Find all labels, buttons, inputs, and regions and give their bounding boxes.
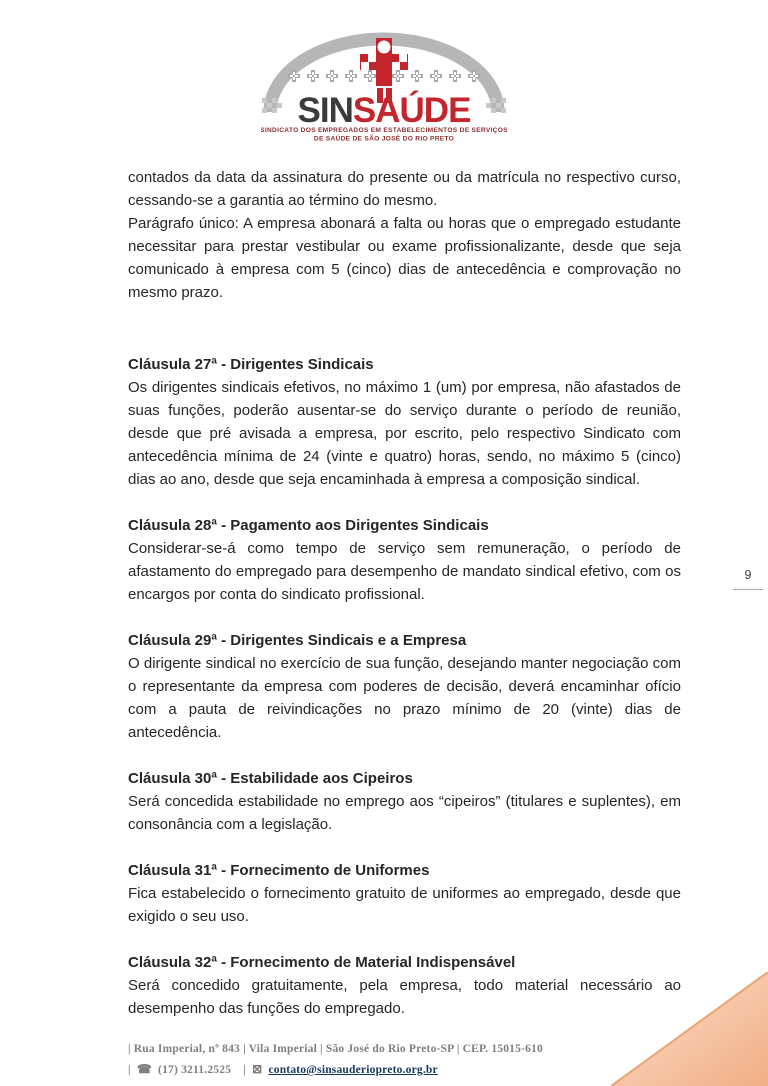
clause-29-body: O dirigente sindical no exercício de sua função, desejando manter negociação com o representante da empresa com poderes de decisão, deverá encaminhar ofício com a pauta de reivindicações no prazo mínimo de 20 (vinte) dias de antecedência.: [128, 655, 681, 741]
logo-wordmark: [298, 90, 471, 130]
clause-31-body: Fica estabelecido o fornecimento gratuito de uniformes ao empregado, desde que exigido o seu uso.: [128, 885, 681, 925]
intro-paragraph-1: contados da data da assinatura do presente ou da matrícula no respectivo curso, cessando-se a garantia ao término do mesmo.: [128, 169, 681, 209]
footer-contact: [128, 1059, 648, 1080]
page-number: 9: [744, 568, 752, 582]
clause-28-body: Considerar-se-á como tempo de serviço sem remuneração, o período de afastamento do empregado para desempenho de mandato sindical efetivo, com os encargos por conta do sindicato profissional.: [128, 540, 681, 603]
clause-30: [128, 767, 681, 836]
logo-text-sin: SIN: [297, 91, 353, 130]
clause-27: [128, 353, 681, 491]
clause-32-heading: Cláusula 32ª - Fornecimento de Material Indispensável: [128, 954, 516, 971]
corner-decoration: [611, 972, 768, 1086]
clause-30-body: Será concedida estabilidade no emprego aos “cipeiros” (titulares e suplentes), em consonância com a legislação.: [128, 793, 681, 833]
envelope-icon: ⊠: [252, 1062, 263, 1076]
intro-paragraph-2: Parágrafo único: A empresa abonará a falta ou horas que o empregado estudante necessitar para prestar vestibular ou exame profissionalizante, desde que seja comunicado à empresa com 5 (cinco) dias de antecedência e comprovação no mesmo prazo.: [128, 215, 681, 301]
clause-29: [128, 629, 681, 744]
page-number-rule: [733, 589, 763, 590]
document-body: [128, 166, 681, 1020]
footer-separator-2: |: [243, 1064, 247, 1076]
page-number-block: [731, 568, 765, 590]
clause-29-heading: Cláusula 29ª - Dirigentes Sindicais e a Empresa: [128, 632, 467, 649]
clause-31-heading: Cláusula 31ª - Fornecimento de Uniformes: [128, 862, 430, 879]
logo-caption-line1: SINDICATO DOS EMPREGADOS EM ESTABELECIMENTOS DE SERVIÇOS: [261, 127, 507, 134]
footer-phone: (17) 3211.2525: [158, 1064, 232, 1076]
clause-30-heading: Cláusula 30ª - Estabilidade aos Cipeiros: [128, 770, 413, 787]
clause-27-body: Os dirigentes sindicais efetivos, no máximo 1 (um) por empresa, não afastados de suas funções, poderão ausentar-se do serviço durante o período de reunião, desde que pré avisada a empresa, por escrito, pelo respectivo Sindicato com antecedência mínima de 24 (vinte e quatro) horas, sendo, no máximo 5 (cinco) dias ao ano, desde que seja encaminhada à empresa a composição sindical.: [128, 379, 681, 488]
clause-32: [128, 951, 681, 1020]
email-link[interactable]: contato@sinsauderiopreto.org.br: [268, 1064, 438, 1076]
corner-triangle-icon: [611, 972, 768, 1086]
footer-address: | Rua Imperial, nº 843 | Vila Imperial | São José do Rio Preto-SP | CEP. 15015-610: [128, 1043, 543, 1055]
footer: [128, 1039, 648, 1080]
logo-caption-line2: DE SAÚDE DE SÃO JOSÉ DO RIO PRETO: [313, 135, 455, 143]
clause-27-heading: Cláusula 27ª - Dirigentes Sindicais: [128, 356, 374, 373]
clause-28: [128, 514, 681, 606]
logo-text-saude: SAÚDE: [352, 91, 471, 130]
clause-32-body: Será concedido gratuitamente, pela empresa, todo material necessário ao desempenho das funções do empregado.: [128, 977, 681, 1017]
clause-31: [128, 859, 681, 928]
footer-separator-1: |: [128, 1064, 131, 1076]
phone-icon: ☎: [136, 1062, 152, 1076]
clause-28-heading: Cláusula 28ª - Pagamento aos Dirigentes Sindicais: [128, 517, 489, 534]
sinsaude-logo: [261, 24, 507, 151]
